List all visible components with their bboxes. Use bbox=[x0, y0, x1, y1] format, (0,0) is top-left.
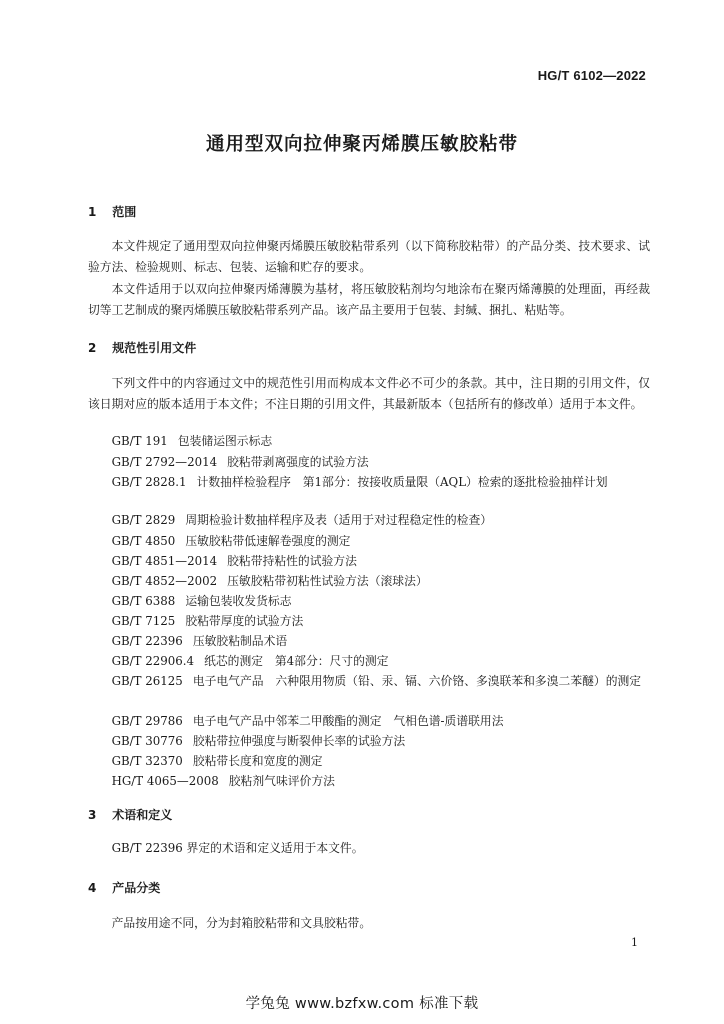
section-3-heading bbox=[88, 806, 172, 823]
footer-watermark: 学兔兔 www.bzfxw.com 标准下载 bbox=[245, 996, 479, 1012]
reference-item bbox=[88, 452, 650, 473]
section-1-heading bbox=[88, 203, 136, 220]
reference-title: 计数抽样检验程序 第1部分：按接收质量限（AQL）检索的逐批检验抽样计划 bbox=[196, 475, 608, 489]
reference-code: GB/T 29786 bbox=[111, 714, 183, 728]
scope-paragraph-1: 本文件规定了通用型双向拉伸聚丙烯膜压敏胶粘带系列（以下简称胶粘带）的产品分类、技术要求、试验方法、检验规则、标志、包装、运输和贮存的要求。 bbox=[88, 239, 650, 274]
reference-code: GB/T 32370 bbox=[111, 754, 183, 768]
reference-title: 胶粘带持粘性的试验方法 bbox=[227, 554, 357, 568]
reference-item bbox=[88, 631, 650, 652]
reference-code: HG/T 4065—2008 bbox=[111, 774, 219, 788]
reference-code: GB/T 2828.1 bbox=[111, 475, 187, 489]
reference-item bbox=[88, 651, 650, 672]
reference-title: 胶粘带剥离强度的试验方法 bbox=[227, 455, 369, 469]
reference-code: GB/T 4852—2002 bbox=[111, 574, 218, 588]
section-title: 范围 bbox=[112, 205, 137, 219]
section-title: 产品分类 bbox=[112, 881, 161, 895]
reference-item bbox=[88, 771, 650, 792]
reference-code: GB/T 30776 bbox=[111, 734, 183, 748]
classification-paragraph: 产品按用途不同，分为封箱胶粘带和文具胶粘带。 bbox=[111, 916, 372, 930]
standard-code: HG/T 6102—2022 bbox=[537, 68, 646, 83]
reference-title: 纸芯的测定 第4部分：尺寸的测定 bbox=[204, 654, 389, 668]
reference-title: 胶粘带长度和宽度的测定 bbox=[192, 754, 323, 768]
reference-code: GB/T 2829 bbox=[111, 513, 176, 527]
reference-title: 包装储运图示标志 bbox=[177, 434, 273, 448]
reference-code: GB/T 22396 bbox=[111, 634, 183, 648]
section-number: 1 bbox=[88, 205, 97, 219]
reference-title: 电子电气产品 六种限用物质（铅、汞、镉、六价铬、多溴联苯和多溴二苯醚）的测定 bbox=[192, 674, 642, 688]
reference-item bbox=[88, 531, 650, 552]
section-title: 术语和定义 bbox=[112, 808, 173, 822]
reference-item bbox=[88, 671, 650, 692]
page-number: 1 bbox=[631, 936, 638, 949]
reference-item bbox=[88, 751, 650, 772]
reference-item bbox=[88, 611, 650, 632]
reference-item bbox=[88, 711, 650, 732]
normative-intro: 下列文件中的内容通过文中的规范性引用而构成本文件必不可少的条款。其中，注日期的引用文件，仅该日期对应的版本适用于本文件；不注日期的引用文件，其最新版本（包括所有的修改单）适用于本文件。 bbox=[88, 376, 650, 411]
reference-code: GB/T 7125 bbox=[111, 614, 176, 628]
reference-title: 电子电气产品中邻苯二甲酸酯的测定 气相色谱-质谱联用法 bbox=[192, 714, 504, 728]
scope-paragraph-2: 本文件适用于以双向拉伸聚丙烯薄膜为基材，将压敏胶粘剂均匀地涂布在聚丙烯薄膜的处理面，再经裁切等工艺制成的聚丙烯膜压敏胶粘带系列产品。该产品主要用于包装、封缄、捆扎、粘贴等。 bbox=[88, 282, 650, 317]
reference-title: 压敏胶粘带低速解卷强度的测定 bbox=[185, 534, 351, 548]
section-number: 4 bbox=[88, 881, 97, 895]
reference-code: GB/T 6388 bbox=[111, 594, 176, 608]
reference-title: 胶粘带拉伸强度与断裂伸长率的试验方法 bbox=[192, 734, 406, 748]
reference-code: GB/T 191 bbox=[111, 434, 168, 448]
section-number: 3 bbox=[88, 808, 97, 822]
section-2-heading bbox=[88, 339, 196, 356]
reference-item bbox=[88, 571, 650, 592]
reference-item bbox=[88, 591, 650, 612]
section-number: 2 bbox=[88, 341, 97, 355]
reference-item bbox=[88, 731, 650, 752]
section-title: 规范性引用文件 bbox=[112, 341, 197, 355]
reference-code: GB/T 4851—2014 bbox=[111, 554, 218, 568]
reference-code: GB/T 4850 bbox=[111, 534, 176, 548]
reference-item bbox=[88, 472, 650, 493]
reference-title: 周期检验计数抽样程序及表（适用于对过程稳定性的检查） bbox=[185, 513, 493, 527]
reference-title: 胶粘剂气味评价方法 bbox=[228, 774, 335, 788]
reference-title: 压敏胶粘带初粘性试验方法（滚球法） bbox=[227, 574, 428, 588]
section-4-heading bbox=[88, 879, 160, 896]
reference-item bbox=[88, 510, 650, 531]
reference-title: 胶粘带厚度的试验方法 bbox=[185, 614, 304, 628]
reference-item bbox=[88, 551, 650, 572]
reference-code: GB/T 2792—2014 bbox=[111, 455, 218, 469]
reference-title: 运输包装收发货标志 bbox=[185, 594, 292, 608]
reference-code: GB/T 26125 bbox=[111, 674, 183, 688]
reference-item bbox=[88, 431, 650, 452]
document-title: 通用型双向拉伸聚丙烯膜压敏胶粘带 bbox=[205, 134, 518, 155]
terms-paragraph: GB/T 22396 界定的术语和定义适用于本文件。 bbox=[111, 841, 364, 855]
reference-code: GB/T 22906.4 bbox=[111, 654, 195, 668]
reference-title: 压敏胶粘制品术语 bbox=[192, 634, 288, 648]
